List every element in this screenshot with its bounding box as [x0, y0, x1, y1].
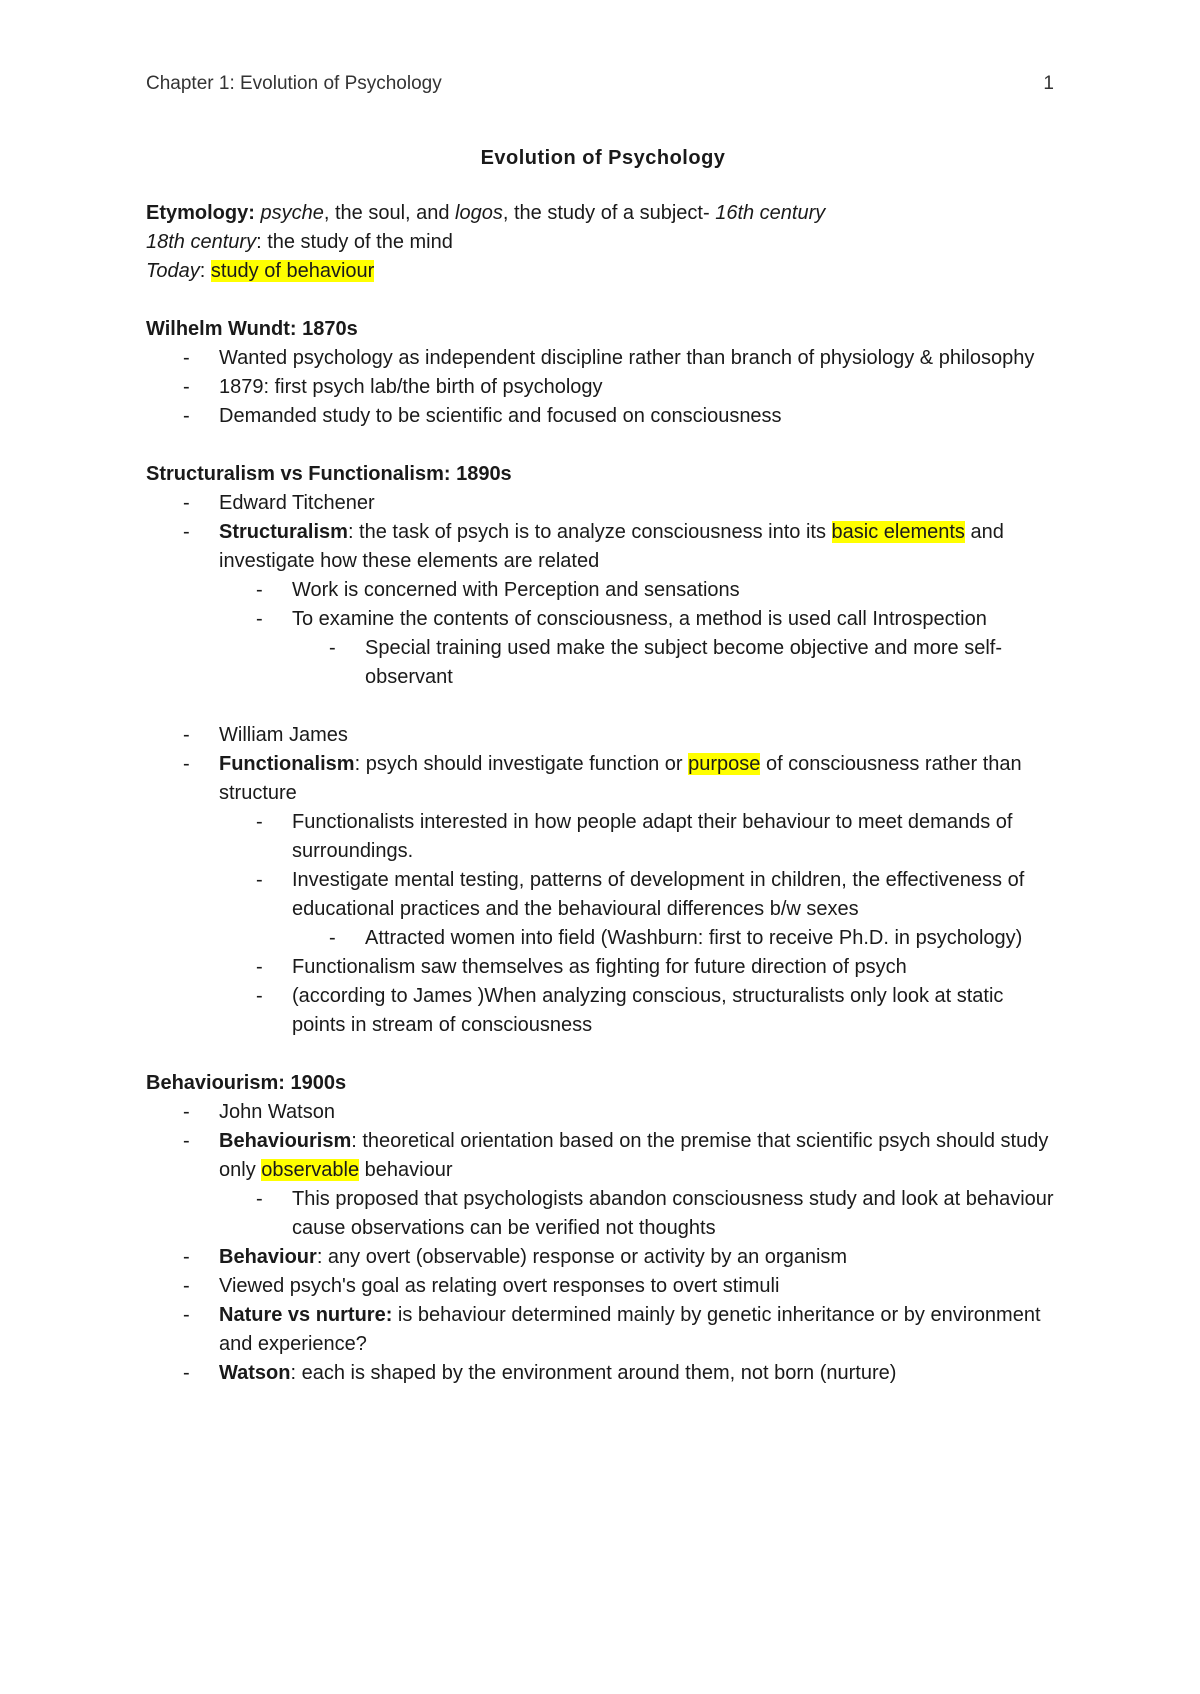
- list-item: [219, 518, 1060, 692]
- text: Investigate mental testing, patterns of development in children, the effectiveness of educational practices and the behavioural differences b/w sexes: [292, 869, 1025, 920]
- list-item: [292, 866, 1060, 953]
- etymology-line: [146, 199, 1060, 228]
- page-number: 1: [1043, 73, 1054, 94]
- list-item: - Attracted women into field (Washburn: first to receive Ph.D. in psychology): [365, 924, 1060, 953]
- list-item: - William James: [219, 721, 1060, 750]
- wundt-section: [146, 315, 1060, 431]
- highlight-study-of-behaviour: study of behaviour: [210, 260, 375, 282]
- list-item: [219, 1359, 1060, 1388]
- list-item: - Edward Titchener: [219, 489, 1060, 518]
- text: : theoretical orientation based on the premise that scientific psych should study only: [219, 1130, 1049, 1181]
- structuralism-list: [146, 489, 1060, 692]
- text: : psych should investigate function or: [354, 753, 689, 775]
- list-item: - (according to James )When analyzing conscious, structuralists only look at static points in stream of consciousness: [292, 982, 1060, 1040]
- list-item: [219, 750, 1060, 1040]
- list-item: - Viewed psych's goal as relating overt responses to overt stimuli: [219, 1272, 1060, 1301]
- list-item: - Special training used make the subject become objective and more self-observant: [365, 634, 1060, 692]
- list-item: - John Watson: [219, 1098, 1060, 1127]
- term-logos: logos: [455, 202, 503, 224]
- list-item: [292, 605, 1060, 692]
- page-header: [146, 73, 1054, 95]
- list-item: [219, 1301, 1060, 1359]
- today-line: [146, 257, 1060, 286]
- list-item: - Functionalists interested in how people adapt their behaviour to meet demands of surroundings.: [292, 808, 1060, 866]
- behaviourism-sublist: [219, 1185, 1060, 1243]
- text: : the task of psych is to analyze consciousness into its: [347, 521, 832, 543]
- list-item: - Functionalism saw themselves as fighting for future direction of psych: [292, 953, 1060, 982]
- list-item: - Wanted psychology as independent discipline rather than branch of physiology & philosophy: [219, 344, 1060, 373]
- list-item: [219, 1243, 1060, 1272]
- century-18: 18th century: [146, 231, 257, 253]
- spacer: [146, 692, 1060, 721]
- century-18-line: [146, 228, 1060, 257]
- text: : the study of the mind: [256, 231, 453, 253]
- introspection-sublist: [292, 634, 1060, 692]
- wundt-list: [146, 344, 1060, 431]
- text: behaviour: [359, 1159, 453, 1181]
- etymology-label: Etymology:: [146, 202, 255, 224]
- document-body: [146, 144, 1060, 1388]
- functionalism-list: [146, 721, 1060, 1040]
- behaviourism-list: [146, 1098, 1060, 1388]
- term-functionalism: Functionalism: [219, 753, 355, 775]
- running-header: Chapter 1: Evolution of Psychology: [146, 73, 442, 94]
- etymology-block: [146, 199, 1060, 286]
- list-item: - Work is concerned with Perception and sensations: [292, 576, 1060, 605]
- today-label: Today: [146, 260, 200, 282]
- structuralism-heading: Structuralism vs Functionalism: 1890s: [146, 463, 512, 485]
- behaviourism-section: [146, 1069, 1060, 1388]
- wundt-heading: Wilhelm Wundt: 1870s: [146, 318, 358, 340]
- list-item: [219, 1127, 1060, 1243]
- text: To examine the contents of consciousness, a method is used call Introspection: [292, 608, 987, 630]
- structuralism-sublist: [219, 576, 1060, 692]
- washburn-sublist: [292, 924, 1060, 953]
- list-item: - Demanded study to be scientific and focused on consciousness: [219, 402, 1060, 431]
- term-behaviourism: Behaviourism: [219, 1130, 352, 1152]
- term-nature-vs-nurture: Nature vs nurture:: [219, 1304, 393, 1326]
- text: of consciousness rather than structure: [219, 753, 1022, 804]
- behaviourism-heading: Behaviourism: 1900s: [146, 1072, 347, 1094]
- term-structuralism: Structuralism: [219, 521, 348, 543]
- functionalism-sublist: [219, 808, 1060, 1040]
- text: , the study of a subject-: [502, 202, 716, 224]
- text: , the soul, and: [323, 202, 456, 224]
- structuralism-section: [146, 460, 1060, 1040]
- list-item: - This proposed that psychologists abandon consciousness study and look at behaviour cause observations can be verified not thoughts: [292, 1185, 1060, 1243]
- text: : each is shaped by the environment around them, not born (nurture): [290, 1362, 897, 1384]
- text: :: [199, 260, 211, 282]
- highlight-observable: observable: [261, 1159, 360, 1181]
- highlight-purpose: purpose: [688, 753, 761, 775]
- text: is behaviour determined mainly by genetic inheritance or by environment and experience?: [219, 1304, 1041, 1355]
- century-16: 16th century: [715, 202, 826, 224]
- document-title: Evolution of Psychology: [480, 147, 726, 169]
- term-watson: Watson: [219, 1362, 291, 1384]
- term-psyche: psyche: [260, 202, 324, 224]
- highlight-basic-elements: basic elements: [831, 521, 965, 543]
- text: and investigate how these elements are related: [219, 521, 1004, 572]
- term-behaviour: Behaviour: [219, 1246, 317, 1268]
- list-item: - 1879: first psych lab/the birth of psychology: [219, 373, 1060, 402]
- text: : any overt (observable) response or activity by an organism: [316, 1246, 848, 1268]
